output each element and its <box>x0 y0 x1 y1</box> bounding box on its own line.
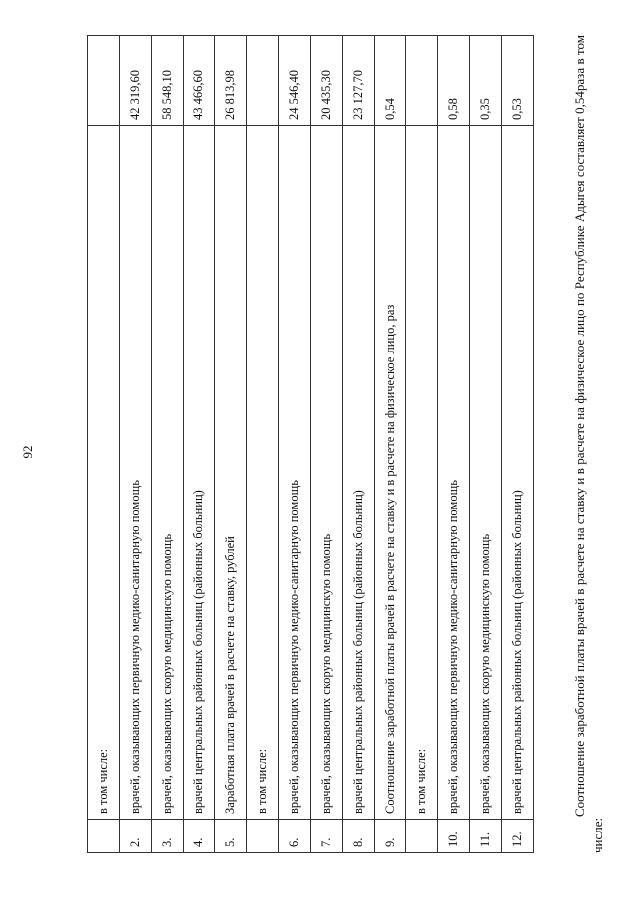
table-row <box>374 36 406 853</box>
table-row <box>406 36 438 853</box>
row-value: 24 546,40 <box>279 36 311 126</box>
table-row <box>310 36 342 853</box>
table-row <box>88 36 120 853</box>
row-value: 26 813,98 <box>215 36 247 126</box>
row-label: врачей, оказывающих скорую медицинскую помощь <box>310 126 342 820</box>
footnote-text: Соотношение заработной платы врачей в расчете на ставку и в расчете на физическое лицо по Республике Адыгея составляет 0,54раза в том числе: <box>572 35 605 853</box>
row-number <box>406 820 438 853</box>
row-value: 0,58 <box>438 36 470 126</box>
row-number: 3. <box>151 820 183 853</box>
row-number: 7. <box>310 820 342 853</box>
row-number: 11. <box>470 820 502 853</box>
table-row <box>470 36 502 853</box>
row-value: 0,54 <box>374 36 406 126</box>
row-number <box>247 820 279 853</box>
row-number: 2. <box>119 820 151 853</box>
row-label: Заработная плата врачей в расчете на ставку, рублей <box>215 126 247 820</box>
row-label: врачей, оказывающих скорую медицинскую помощь <box>151 126 183 820</box>
row-number: 9. <box>374 820 406 853</box>
table-container <box>87 35 534 853</box>
table-row <box>247 36 279 853</box>
row-label: врачей центральных районных больниц (районных больниц) <box>183 126 215 820</box>
row-value <box>88 36 120 126</box>
row-value <box>406 36 438 126</box>
table-row <box>342 36 374 853</box>
table-row <box>279 36 311 853</box>
row-number: 8. <box>342 820 374 853</box>
row-number <box>88 820 120 853</box>
row-value: 43 466,60 <box>183 36 215 126</box>
row-label: врачей, оказывающих скорую медицинскую помощь <box>470 126 502 820</box>
row-label: Соотношение заработной платы врачей в расчете на ставку и в расчете на физическое лицо, раз <box>374 126 406 820</box>
table-row <box>501 36 533 853</box>
row-number: 4. <box>183 820 215 853</box>
row-value: 23 127,70 <box>342 36 374 126</box>
row-label: в том числе: <box>247 126 279 820</box>
row-label: в том числе: <box>406 126 438 820</box>
row-label: врачей, оказывающих первичную медико-санитарную помощь <box>279 126 311 820</box>
salary-table <box>87 35 534 853</box>
row-label: врачей центральных районных больниц (районных больниц) <box>501 126 533 820</box>
row-number: 12. <box>501 820 533 853</box>
row-label: врачей центральных районных больниц (районных больниц) <box>342 126 374 820</box>
row-label: врачей, оказывающих первичную медико-санитарную помощь <box>438 126 470 820</box>
table-row <box>215 36 247 853</box>
row-number: 10. <box>438 820 470 853</box>
row-number: 5. <box>215 820 247 853</box>
row-label: врачей, оказывающих первичную медико-санитарную помощь <box>119 126 151 820</box>
row-value: 0,35 <box>470 36 502 126</box>
table-row <box>151 36 183 853</box>
row-value: 42 319,60 <box>119 36 151 126</box>
row-label: в том числе: <box>88 126 120 820</box>
table-row <box>119 36 151 853</box>
row-value: 0,53 <box>501 36 533 126</box>
footnote-container <box>571 35 621 853</box>
row-number: 6. <box>279 820 311 853</box>
row-value: 58 548,10 <box>151 36 183 126</box>
table-row <box>183 36 215 853</box>
table-row <box>438 36 470 853</box>
row-value: 20 435,30 <box>310 36 342 126</box>
row-value <box>247 36 279 126</box>
page-number: 92 <box>20 445 35 459</box>
